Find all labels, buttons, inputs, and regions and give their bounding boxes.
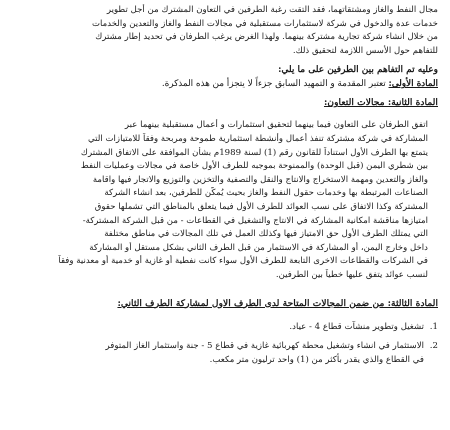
article-2-line: بين شطري اليمن (قبل الوحدة) والممنوحة بموجبه للطرف الأول خاصة في مجالات وعمليات النفط xyxy=(80,161,428,172)
article-3-list xyxy=(12,320,438,367)
article-2-line: داخل وخارج اليمن، أو المشاركة في الاستثمار من قبل الطرف الثاني بشكل مستقل أو المشاركة xyxy=(89,242,428,253)
article-2-line: والغاز والتعدين ومهمة الاستخراج والانتاج والنقل والتصفية والتخزين والتوزيع والاتجار فيها واقامة xyxy=(92,174,428,185)
article-1-label: المادة الأولى: xyxy=(388,79,438,90)
article-2-heading: المادة الثانية: مجالات التعاون: xyxy=(323,97,438,109)
article-2-line: التي يمتلك الطرف الأول حق الامتياز فيها وكذلك العمل في تلك المجالات في مناطق مختلفة xyxy=(104,229,428,240)
agreement-statement: وعليه تم التفاهم بين الطرفين على ما يلي: xyxy=(278,65,438,76)
intro-line: خدمات عدة والدخول في شركة لاستثمارات مستقبلية في مجالات النفط والغاز والتعدين والخدمات xyxy=(91,18,438,29)
article-2-line: في الشركات والقطاعات الاخرى التابعة للطرف الأول سواء كانت نفطية أو غازية أو خدمية أو معدنية وفقاً xyxy=(58,256,428,267)
article-1-text: تعتبر المقدمة و التمهيد السابق جزءاً لا يتجزأ من هذه المذكرة. xyxy=(161,79,389,90)
list-item-number: 1. xyxy=(429,321,438,332)
article-3-heading: المادة الثالثة: من ضمن المجالات المتاحة لدى الطرف الاول لمشاركة الطرف الثاني: xyxy=(117,297,438,309)
list-item xyxy=(12,339,438,353)
intro-line: من خلال انشاء شركة تجارية مشتركة بينهما. ولهذا الغرض يرغب الطرفان في تحديد إطار مشترك xyxy=(95,32,438,43)
article-2-line: اتفق الطرفان على التعاون فيما بينهما لتحقيق استثمارات و أعمال مستقبلية بينهما عبر xyxy=(124,120,428,131)
article-2-line: يتمتع بها الطرف الأول استناداً للقانون رقم (1) لسنة 1989م بشأن الموافقة على الاتفاق المشترك xyxy=(80,147,428,158)
list-item-text: الاستثمار في انشاء وتشغيل محطة كهربائية غازية في قطاع 5 - جنة واستثمار الغاز المتوفر xyxy=(105,340,424,351)
article-2-line: لنسب عوائد يتفق عليها خطياً بين الطرفين. xyxy=(275,269,428,280)
article-2-line: المشاركة في شركة مشتركة تنفذ أعمال وأنشطة استثمارية طموحة ومربحة وفقاً للامتيازات التي xyxy=(87,133,428,144)
article-1 xyxy=(12,77,438,91)
list-item xyxy=(12,320,438,334)
list-item-number: 2. xyxy=(429,340,438,351)
list-item-text: تشغيل وتطوير منشآت قطاع 4 - عياد. xyxy=(289,321,424,332)
intro-line: للتفاهم حول الأسس اللازمة لتحقيق ذلك. xyxy=(292,45,438,56)
article-2-line: المشتركة وكذا الاتفاق على نسب العوائد للطرف الأول فيما يتعلق بالمناطق التي تشملها حقوق xyxy=(94,201,428,212)
intro-line: مجال النفط والغاز ومشتقاتهما، فقد التقت رغبة الطرفين في التعاون المشترك من أجل تطوير xyxy=(106,5,438,15)
list-item-continuation xyxy=(12,353,438,367)
article-2-body xyxy=(12,119,438,282)
article-2-line: امتيازها مناقشة امكانية المشاركة في الانتاج والتشغيل في القطاعات - من قبل الشركة المشتركة- xyxy=(82,215,428,226)
article-2-line: الصناعات المرتبطة بها وخدمات حقول النفط والغاز بحيث يُمكّن للطرفين، بعد انشاء الشركة xyxy=(104,188,428,199)
intro-paragraph xyxy=(12,4,438,58)
list-item-text: في القطاع والذي يقدر بأكثر من (1) واحد ترليون متر مكعب. xyxy=(209,354,424,365)
